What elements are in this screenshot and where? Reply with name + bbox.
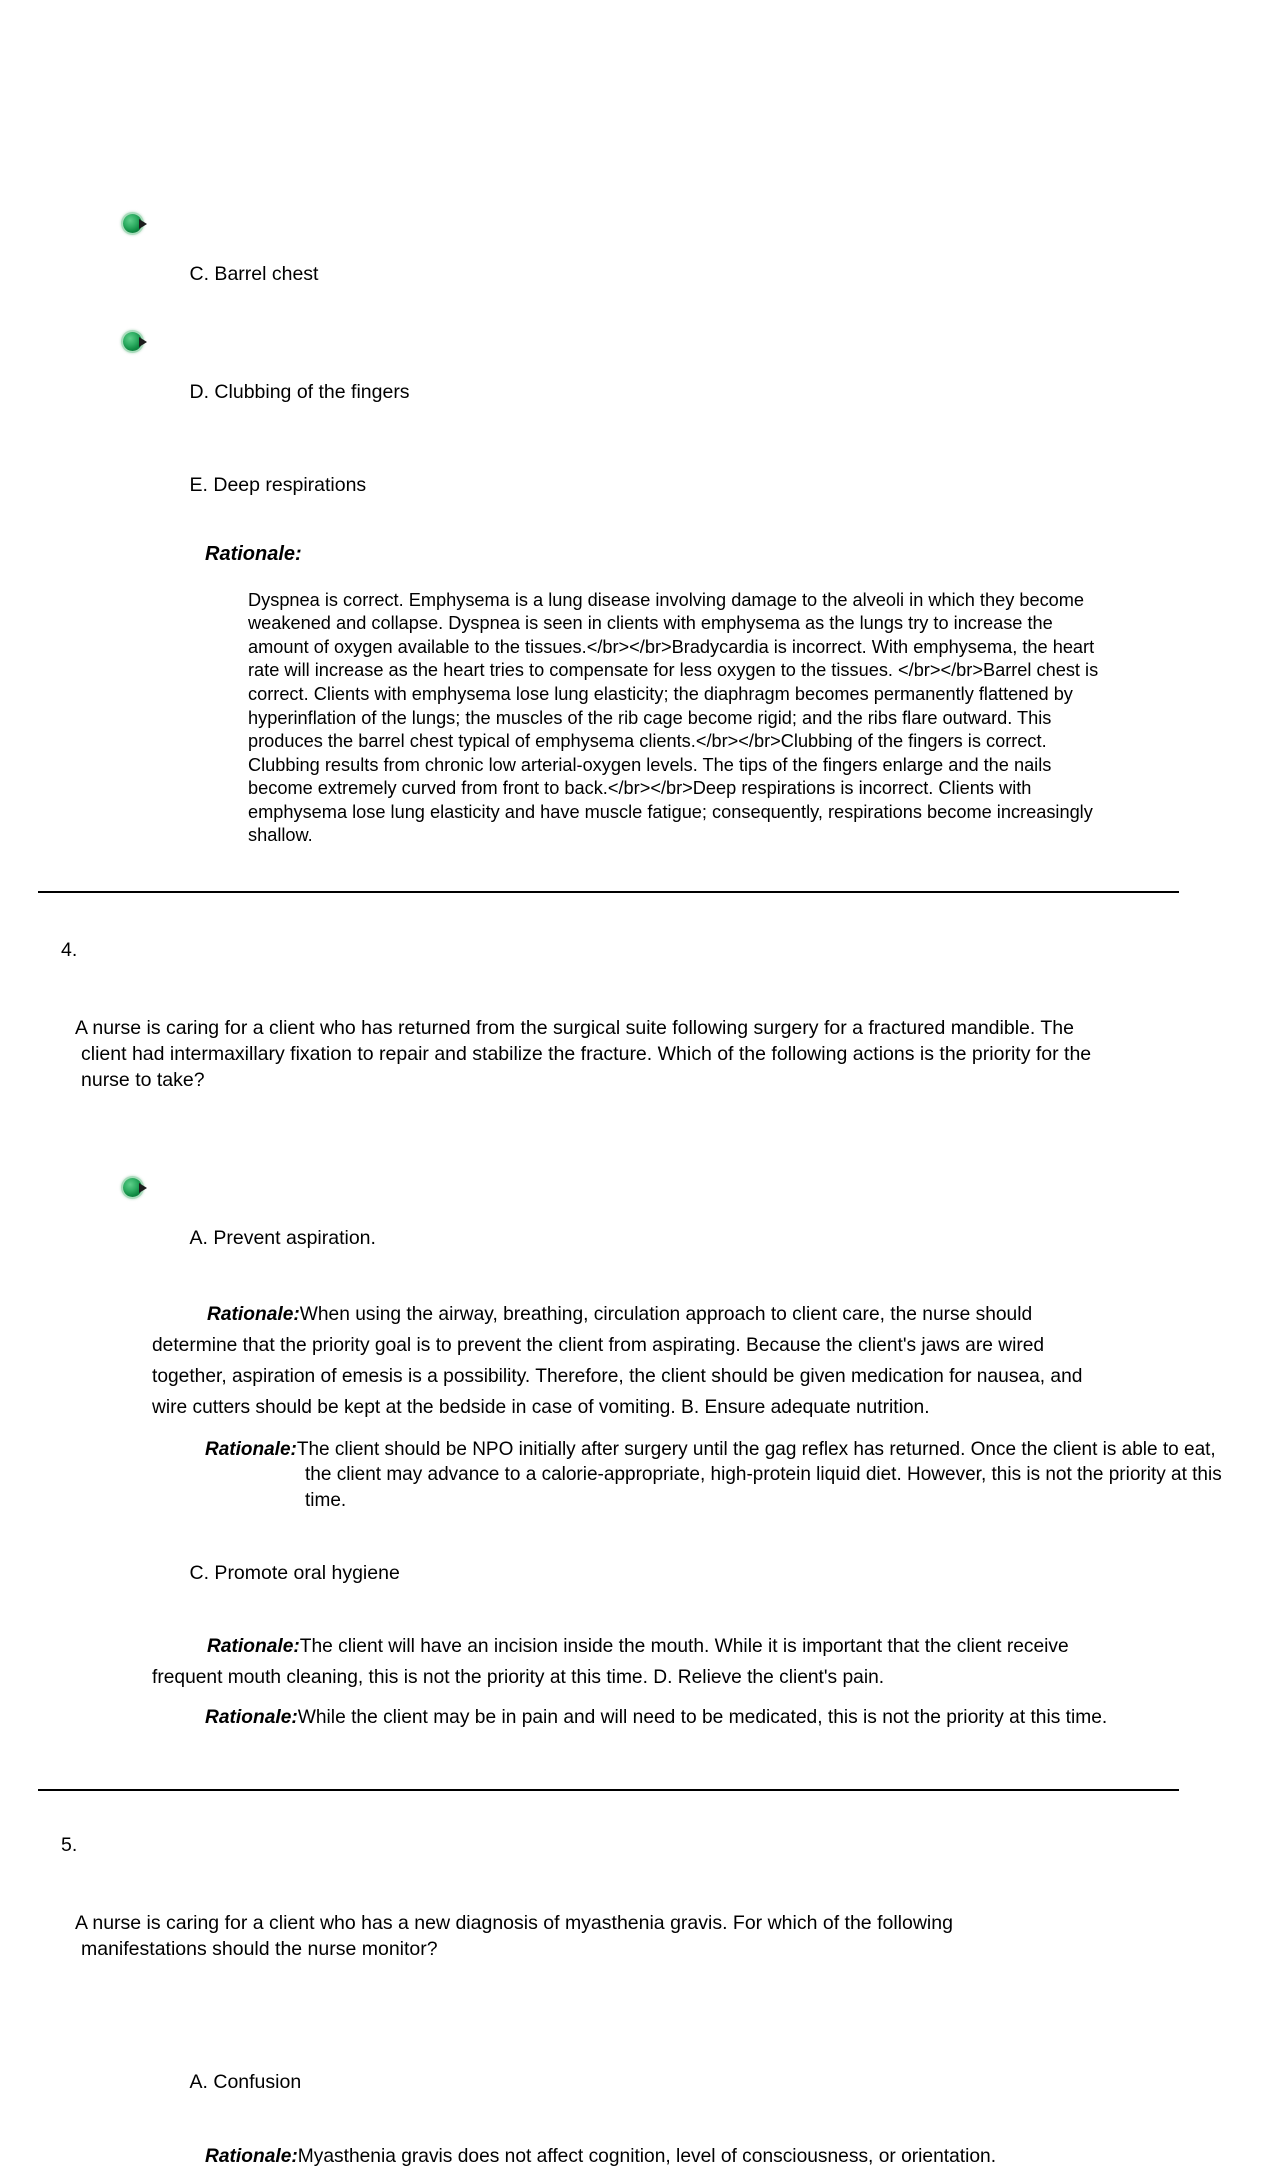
rationale-label-b: Rationale: [205, 1439, 297, 1461]
question-5-stem: A nurse is caring for a client who has a new diagnosis of myasthenia gravis. For which of the following manifestations should the nurse monitor? [75, 1911, 959, 1960]
option-row-d[interactable] [157, 329, 1215, 430]
option-row-e[interactable] [157, 448, 1215, 524]
option-row-a[interactable] [157, 1175, 1215, 1276]
green-bullet-pointer-icon [121, 212, 147, 236]
rationale-label-a-q5: Rationale: [205, 2146, 298, 2168]
section-divider-wrapper-2 [60, 1732, 1215, 1791]
option-label-c-q4: C. Promote oral hygiene [189, 1562, 400, 1585]
rationale-d-paragraph [205, 1705, 1165, 1732]
rationale-paragraph: Dyspnea is correct. Emphysema is a lung disease involving damage to the alveoli in which they become weakened and collapse. Dyspnea is seen in clients with emphysema as the lungs try to increase the amount of oxygen available to the tissues.</br></br>Bradycardia is incorrect. With emphysema, the heart rate will increase as the heart tries to compensate for less oxygen to the tissues. </br></br>Barrel chest is correct. Clients with emphysema lose lung elasticity; the diaphragm becomes permanently flattened by hyperinflation of the lungs; the muscles of the rib cage become rigid; and the ribs flare outward. This produces the barrel chest typical of emphysema clients.</br></br>Clubbing of the fingers is correct. Clubbing results from chronic low arterial-oxygen levels. The tips of the fingers enlarge and the nails become extremely curved from front to back.</br></br>Deep respirations is incorrect. Clients with emphysema lose lung elasticity and have muscle fatigue; consequently, respirations become increasingly shallow. [248, 589, 1099, 846]
rationale-label-c: Rationale: [207, 1635, 300, 1657]
option-row-c[interactable] [157, 211, 1215, 312]
rationale-b-text: The client should be NPO initially after surgery until the gag reflex has returned. Once the client is able to eat, the client may advance to a calorie-appropriate, high-protein liquid diet. However, this is not the priority at this time. [296, 1439, 1222, 1511]
green-bullet-pointer-icon [121, 1176, 147, 1200]
option-label-c: C. Barrel chest [189, 262, 319, 285]
section-divider-wrapper [60, 848, 1215, 893]
question-5-block [60, 1791, 1215, 2171]
rationale-c-paragraph [152, 1631, 1117, 1693]
rationale-a-paragraph-q5 [205, 2144, 1165, 2171]
rationale-a-text-q5: Myasthenia gravis does not affect cognition, level of consciousness, or orientation. [297, 2146, 997, 2168]
question-5-stem-row [61, 1833, 991, 2014]
question-4-block [60, 893, 1222, 1791]
option-row-a-q5[interactable] [157, 2044, 1215, 2120]
question-3-continuation [60, 0, 1215, 893]
rationale-label-a: Rationale: [207, 1303, 300, 1325]
option-row-c-q4[interactable] [157, 1536, 1215, 1612]
rationale-b-paragraph [205, 1437, 1245, 1513]
rationale-heading: Rationale: [205, 542, 302, 565]
question-4-number: 4. [61, 938, 78, 961]
green-bullet-pointer-icon [121, 330, 147, 354]
question-4-stem-row [61, 938, 1096, 1145]
question-5-number: 5. [61, 1833, 78, 1856]
option-label-d: D. Clubbing of the fingers [189, 381, 410, 404]
rationale-a-text: When using the airway, breathing, circulation approach to client care, the nurse should determine that the priority goal is to prevent the client from aspirating. Because the client's jaws are wired together, aspiration of emesis is a possibility. Therefore, the client should be given medication for nausea, and wire cutters should be kept at the bedside in case of vomiting. B. Ensure adequate nutrition. [152, 1303, 1083, 1418]
rationale-c-text: The client will have an incision inside the mouth. While it is important that the client receive frequent mouth cleaning, this is not the priority at this time. D. Relieve the client's pain. [152, 1635, 1069, 1689]
option-label-e: E. Deep respirations [189, 474, 367, 497]
question-4-stem: A nurse is caring for a client who has returned from the surgical suite following surgery for a fractured mandible. The client had intermaxillary fixation to repair and stabilize the fracture. Which of the following actions is the priority for the nurse to take? [75, 1016, 1097, 1091]
rationale-a-paragraph [152, 1299, 1117, 1423]
rationale-d-text: While the client may be in pain and will need to be medicated, this is not the priority at this time. [297, 1707, 1108, 1729]
option-label-a: A. Prevent aspiration. [189, 1227, 376, 1250]
option-label-a-q5: A. Confusion [189, 2070, 302, 2093]
rationale-label-d: Rationale: [205, 1707, 298, 1729]
